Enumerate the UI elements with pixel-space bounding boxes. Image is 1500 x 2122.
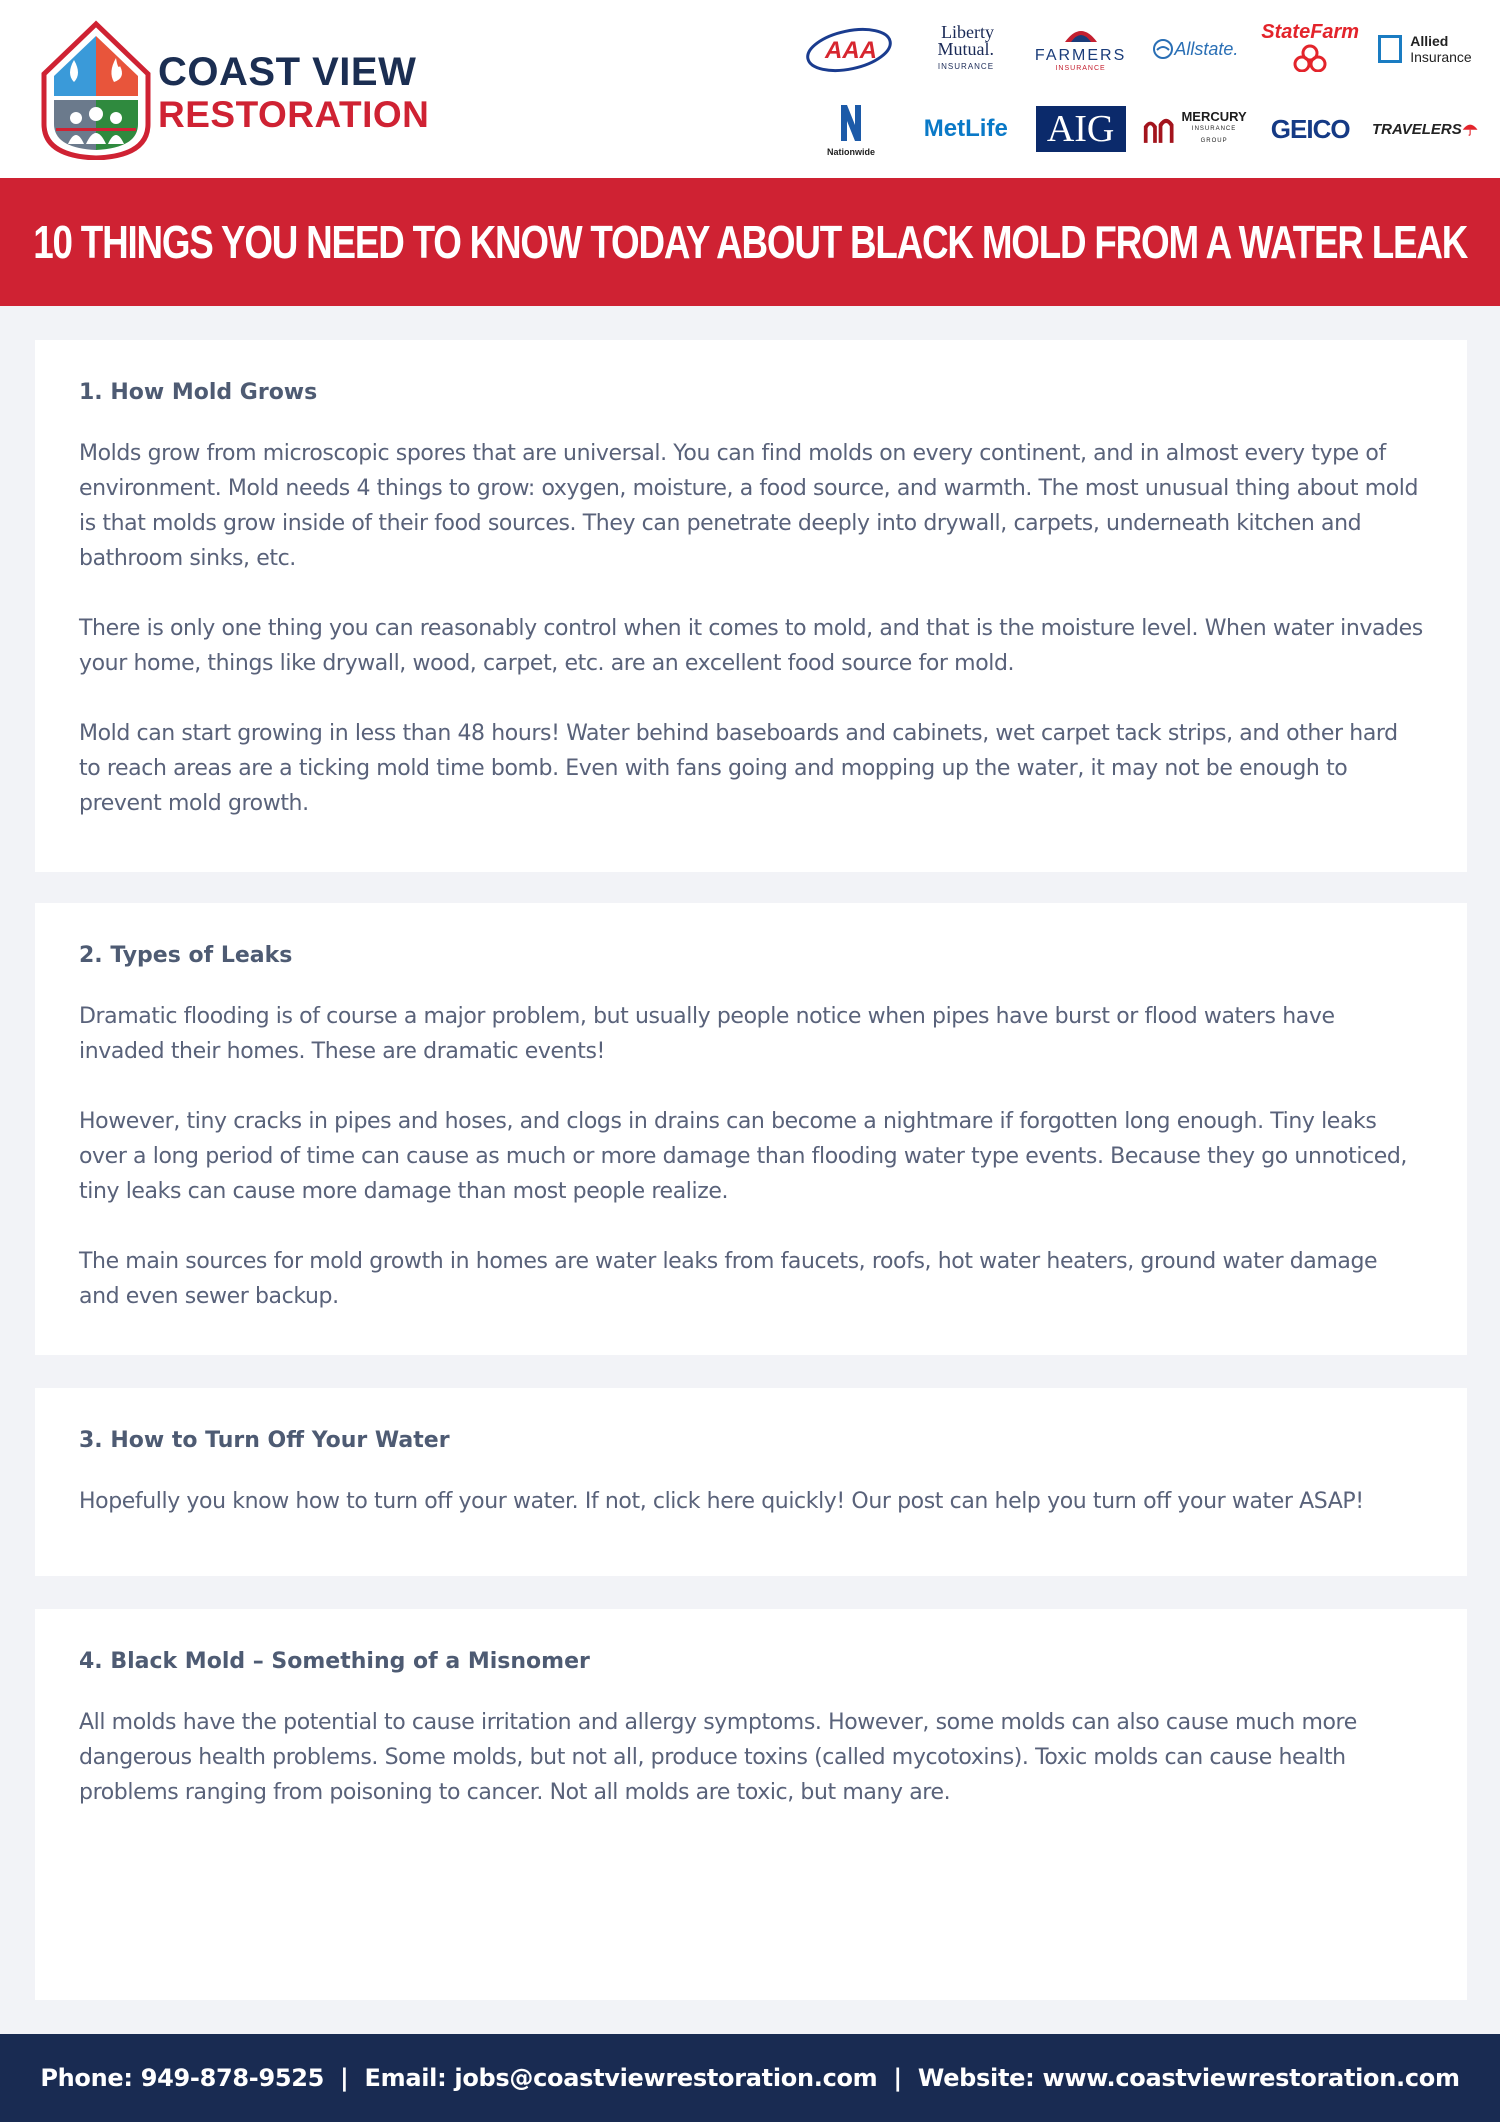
svg-text:AAA: AAA: [825, 37, 877, 64]
farmers-text-2: INSURANCE: [1055, 65, 1106, 72]
allied-text-2: Insurance: [1410, 49, 1472, 65]
mercury-text-1: MERCURY: [1181, 109, 1247, 124]
mercury-arches-icon: [1142, 114, 1175, 144]
section-heading: 2. Types of Leaks: [79, 943, 293, 968]
footer-separator: |: [893, 2064, 902, 2092]
allied-text-1: Allied: [1410, 33, 1449, 49]
section-paragraph: Mold can start growing in less than 48 hours! Water behind baseboards and cabinets, wet carpet tack strips, and other hard to reach areas are a ticking mold time bomb. Even with fans going and mopping up the water, it may not be enough to prevent mold growth.: [79, 721, 1398, 816]
title-banner: [0, 178, 1500, 306]
insurer-logos: [798, 14, 1478, 164]
brand-name-line1: COAST VIEW: [158, 50, 417, 94]
nationwide-logo: [798, 94, 904, 164]
brand-wordmark: [158, 50, 429, 136]
aaa-oval-icon: [803, 24, 899, 74]
section-card-turn-off-water: [35, 1388, 1467, 1576]
page-title: 10 THINGS YOU NEED TO KNOW TODAY ABOUT BLACK MOLD FROM A WATER LEAK: [33, 216, 1467, 268]
state-farm-rings-icon: [1285, 44, 1335, 72]
section-paragraph: However, tiny cracks in pipes and hoses, and clogs in drains can become a nightmare if forgotten long enough. Tiny leaks over a long period of time can cause as much or more damage than flooding water type events. Because they go unnoticed, tiny leaks can cause more damage than most people realize.: [79, 1109, 1408, 1204]
contact-footer: [0, 2034, 1500, 2122]
footer-website: Website: www.coastviewrestoration.com: [917, 2064, 1460, 2092]
mercury-logo: [1142, 94, 1248, 164]
farmers-text-1: FARMERS: [1034, 47, 1127, 64]
section-paragraph: Hopefully you know how to turn off your water. If not, click here quickly! Our post can help you turn off your water ASAP!: [79, 1489, 1364, 1514]
state-farm-logo: [1257, 14, 1363, 84]
liberty-mutual-text-2: Mutual.: [937, 38, 995, 59]
section-card-types-of-leaks: [35, 903, 1467, 1355]
geico-logo: GEICO: [1270, 113, 1350, 144]
header: [0, 0, 1500, 178]
section-card-black-mold-misnomer: [35, 1609, 1467, 2000]
liberty-mutual-text-3: INSURANCE: [937, 61, 995, 71]
travelers-umbrella-icon: [1462, 120, 1478, 138]
section-paragraph: Molds grow from microscopic spores that are universal. You can find molds on every continent, and in almost every type of environment. Mold needs 4 things to grow: oxygen, moisture, a food source, and warmth. The most unusual thing about mold is that molds grow inside of their food sources. They can penetrate deeply into drywall, carpets, underneath kitchen and bathroom sinks, etc.: [79, 441, 1419, 571]
liberty-mutual-logo: [913, 14, 1019, 84]
allstate-text: Allstate.: [1174, 38, 1239, 59]
section-heading: 3. How to Turn Off Your Water: [79, 1428, 450, 1453]
insurer-logos-row-1: [798, 14, 1478, 84]
section-paragraph: The main sources for mold growth in homes are water leaks from faucets, roofs, hot water heaters, ground water damage and even sewer backup.: [79, 1249, 1378, 1309]
mercury-text-2: INSURANCE GROUP: [1191, 126, 1237, 144]
allied-square-icon: [1378, 35, 1402, 63]
section-card-how-mold-grows: [35, 340, 1467, 872]
nationwide-text: Nationwide: [826, 147, 875, 157]
allied-insurance-logo: [1372, 14, 1478, 84]
section-paragraph: Dramatic flooding is of course a major problem, but usually people notice when pipes have burst or flood waters have invaded their homes. These are dramatic events!: [79, 1004, 1335, 1064]
section-paragraph: All molds have the potential to cause irritation and allergy symptoms. However, some molds can also cause much more dangerous health problems. Some molds, but not all, produce toxins (called mycotoxins). Toxic molds can cause health problems ranging from poisoning to cancer. Not all molds are toxic, but many are.: [79, 1710, 1357, 1805]
farmers-shield-icon: [1061, 26, 1101, 42]
insurer-logos-row-2: [798, 94, 1478, 164]
allstate-hands-icon: [1152, 38, 1174, 60]
aaa-logo: [798, 14, 904, 84]
section-paragraph: There is only one thing you can reasonably control when it comes to mold, and that is the moisture level. When water invades your home, things like drywall, wood, carpet, etc. are an excellent food source for mold.: [79, 616, 1423, 676]
allstate-logo: [1142, 14, 1248, 84]
footer-phone: Phone: 949-878-9525: [40, 2064, 325, 2092]
nationwide-eagle-icon: [833, 101, 869, 145]
footer-email: Email: jobs@coastviewrestoration.com: [364, 2064, 878, 2092]
travelers-text: TRAVELERS: [1371, 120, 1462, 138]
aig-logo: [1028, 94, 1134, 164]
state-farm-text: StateFarm: [1261, 20, 1360, 43]
liberty-mutual-text-1: Liberty: [941, 21, 995, 42]
aig-text: AIG: [1036, 106, 1126, 152]
brand-logo-block: [40, 20, 460, 160]
section-heading: 1. How Mold Grows: [79, 380, 318, 405]
farmers-logo: [1028, 14, 1134, 84]
section-heading: 4. Black Mold – Something of a Misnomer: [79, 1649, 590, 1674]
travelers-logo: [1372, 94, 1478, 164]
footer-separator: |: [340, 2064, 349, 2092]
brand-name-line2: RESTORATION: [158, 94, 430, 135]
house-logo-icon: [40, 20, 152, 160]
metlife-logo: MetLife: [923, 115, 1008, 142]
